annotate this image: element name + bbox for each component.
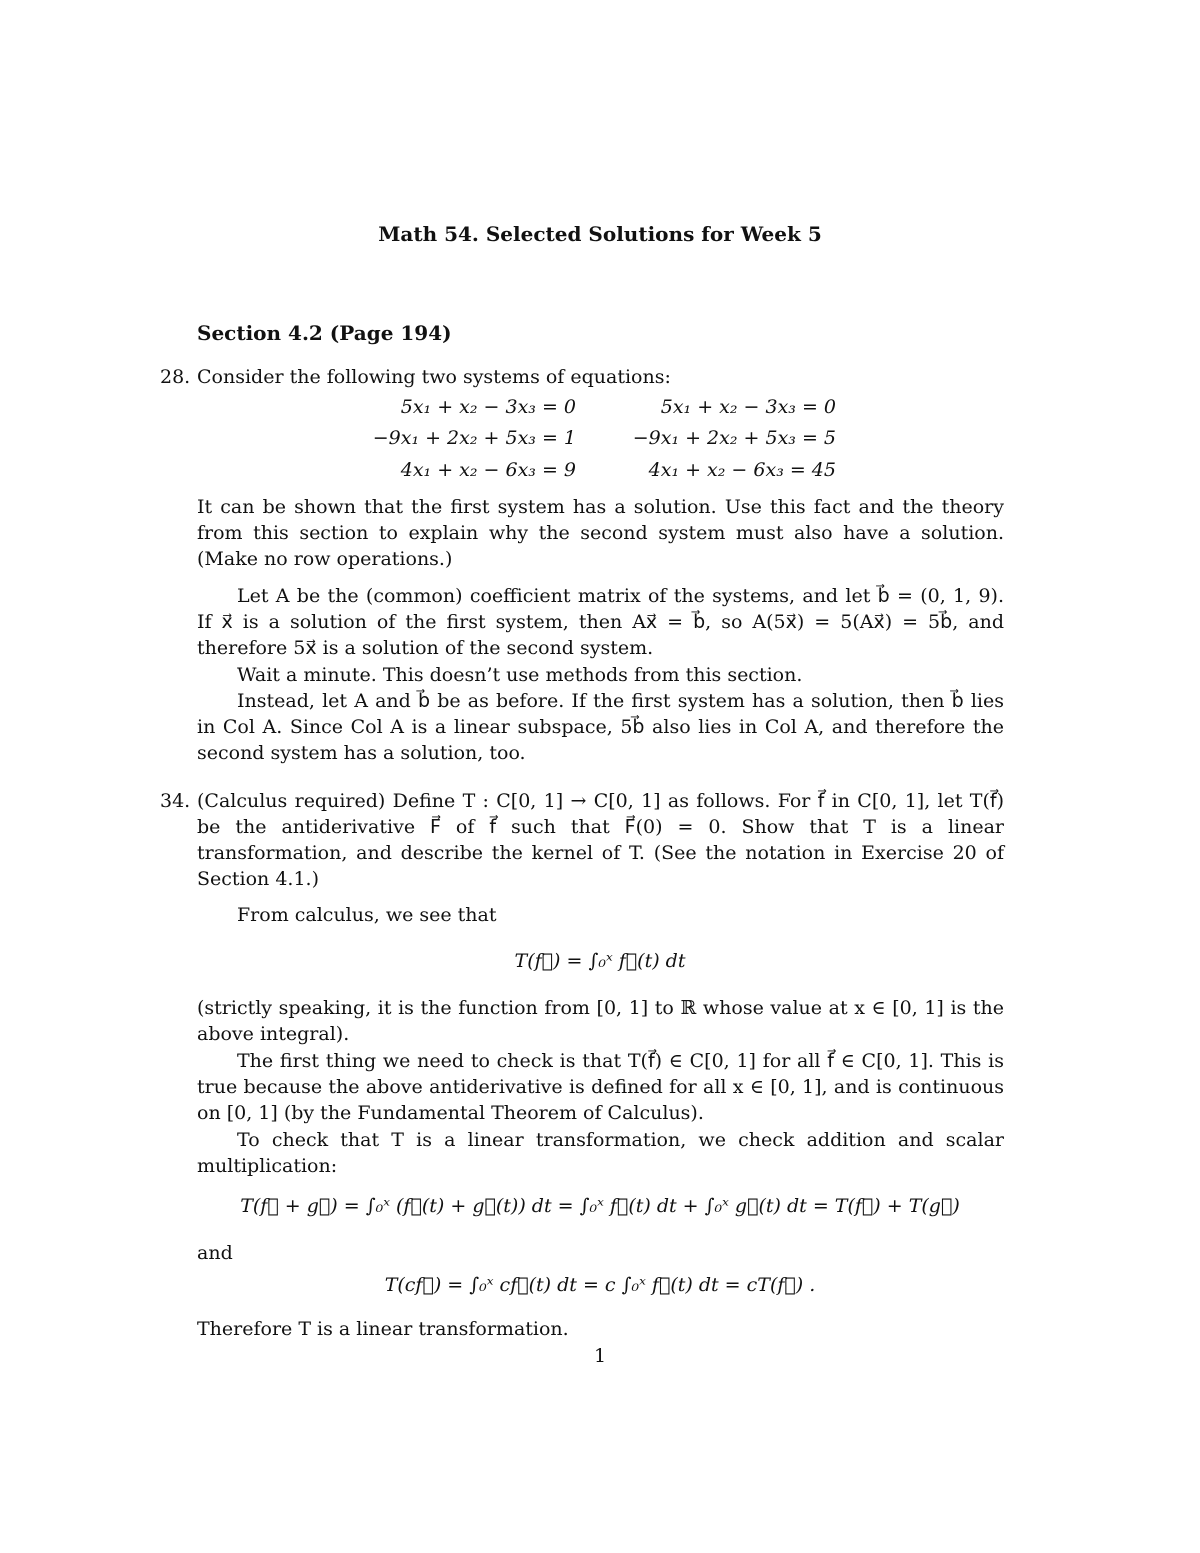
- problem-28-question: It can be shown that the first system has a solution. Use this fact and the theory from this section to explain why the second system must also have a solution. (Make no row operations.): [197, 496, 1004, 570]
- problem-28-answer-2: Wait a minute. This doesn’t use methods from this section.: [237, 664, 803, 686]
- problem-34-linearity-intro: To check that T is a linear transformation, we check addition and scalar multiplication:: [197, 1129, 1004, 1177]
- page-title: Math 54. Selected Solutions for Week 5: [378, 222, 822, 246]
- system2-eq3: 4x₁ + x₂ − 6x₃ = 45: [648, 459, 836, 481]
- problem-34-strict: (strictly speaking, it is the function from [0, 1] to ℝ whose value at x ∈ [0, 1] is the above integral).: [197, 997, 1004, 1045]
- equation-antiderivative: T(f⃗) = ∫₀ˣ f⃗(t) dt: [514, 950, 686, 972]
- section-heading: Section 4.2 (Page 194): [197, 321, 452, 345]
- equation-additivity: T(f⃗ + g⃗) = ∫₀ˣ (f⃗(t) + g⃗(t)) dt = ∫₀ˣ f⃗(t) dt + ∫₀ˣ g⃗(t) dt = T(f⃗) + T(g⃗): [240, 1195, 960, 1217]
- system1-eq3: 4x₁ + x₂ − 6x₃ = 9: [400, 459, 576, 481]
- problem-34-number: 34.: [160, 790, 191, 812]
- system2-eq1: 5x₁ + x₂ − 3x₃ = 0: [660, 396, 836, 418]
- problem-34-first-check: The first thing we need to check is that T(f⃗) ∈ C[0, 1] for all f⃗ ∈ C[0, 1]. This is true because the above antiderivative is defined for all x ∈ [0, 1], and is continuous on [0, 1] (by the Fundamental Theorem of Calculus).: [197, 1050, 1004, 1124]
- page-number: 1: [593, 1345, 607, 1367]
- word-and: and: [197, 1242, 233, 1264]
- problem-34-conclusion: Therefore T is a linear transformation.: [197, 1318, 569, 1340]
- problem-28-answer-1: Let A be the (common) coefficient matrix of the systems, and let b⃗ = (0, 1, 9). If x⃗ is a solution of the first system, then Ax⃗ = b⃗, so A(5x⃗) = 5(Ax⃗) = 5b⃗, and therefore 5x⃗ is a solution of the second system.: [197, 585, 1004, 659]
- system1-eq2: −9x₁ + 2x₂ + 5x₃ = 1: [372, 427, 576, 449]
- system2-eq2: −9x₁ + 2x₂ + 5x₃ = 5: [632, 427, 836, 449]
- problem-28-answer-3: Instead, let A and b⃗ be as before. If the first system has a solution, then b⃗ lies in Col A. Since Col A is a linear subspace, 5b⃗ also lies in Col A, and therefore the second system has a solution, too.: [197, 690, 1004, 764]
- equation-homogeneity: T(cf⃗) = ∫₀ˣ cf⃗(t) dt = c ∫₀ˣ f⃗(t) dt = cT(f⃗) .: [384, 1274, 816, 1296]
- problem-28-prompt: Consider the following two systems of equations:: [197, 366, 671, 388]
- problem-28-number: 28.: [160, 366, 191, 388]
- problem-34-intro: From calculus, we see that: [237, 904, 497, 926]
- problem-34-question: (Calculus required) Define T : C[0, 1] → C[0, 1] as follows. For f⃗ in C[0, 1], let T(f⃗) be the antiderivative F⃗ of f⃗ such that F⃗(0) = 0. Show that T is a linear transformation, and describe the kernel of T. (See the notation in Exercise 20 of Section 4.1.): [197, 790, 1004, 890]
- system1-eq1: 5x₁ + x₂ − 3x₃ = 0: [400, 396, 576, 418]
